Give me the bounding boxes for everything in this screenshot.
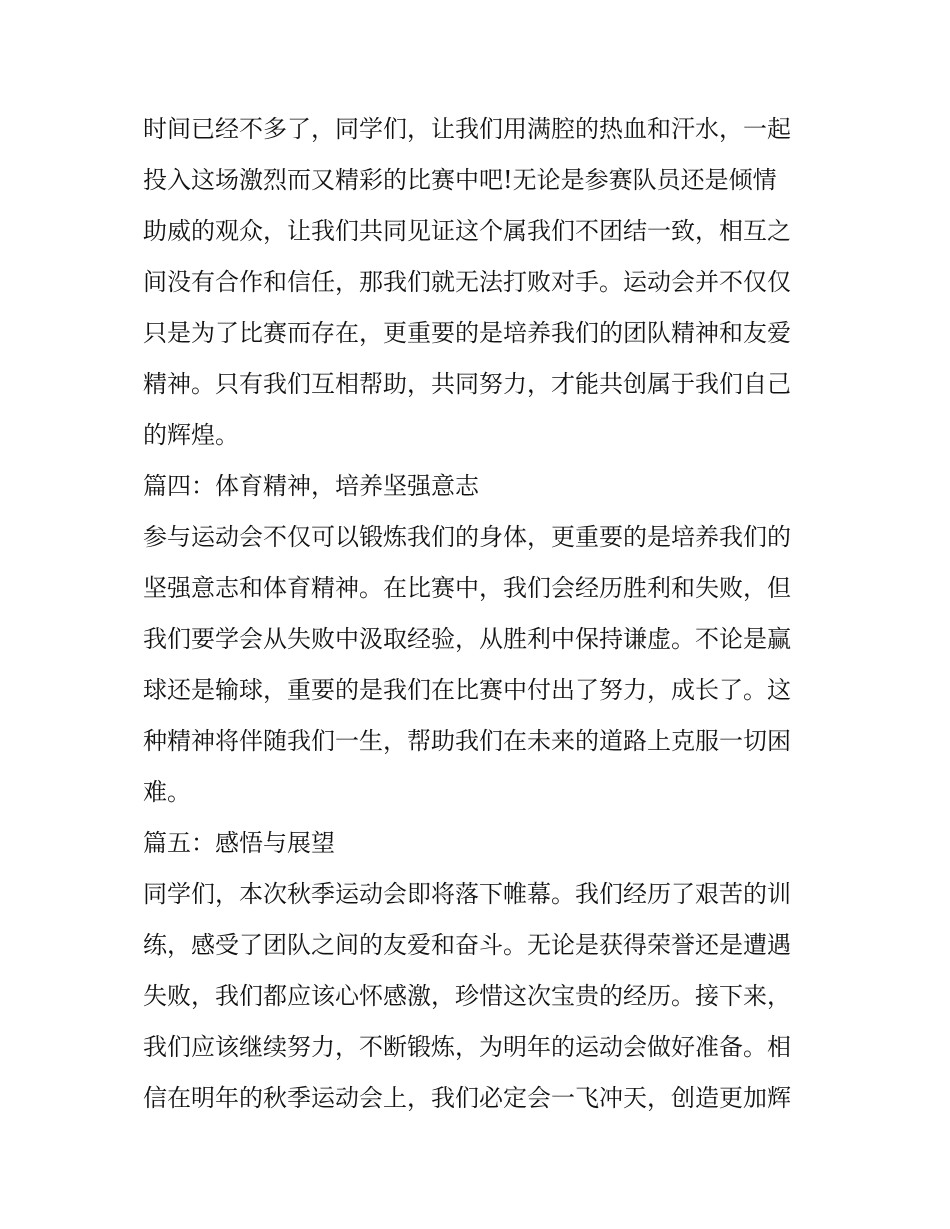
text-line: 失败，我们都应该心怀感激，珍惜这次宝贵的经历。接下来， — [143, 982, 791, 1010]
section-heading-4: 篇四：体育精神，培养坚强意志 — [143, 472, 479, 500]
text-line: 难。 — [143, 778, 191, 806]
text-line: 坚强意志和体育精神。在比赛中，我们会经历胜利和失败，但 — [143, 574, 791, 602]
text-line: 种精神将伴随我们一生，帮助我们在未来的道路上克服一切困 — [143, 727, 791, 755]
text-line: 精神。只有我们互相帮助，共同努力，才能共创属于我们自己 — [143, 370, 791, 398]
text-line: 的辉煌。 — [143, 421, 239, 449]
text-line: 间没有合作和信任，那我们就无法打败对手。运动会并不仅仅 — [143, 268, 791, 296]
text-line: 我们应该继续努力，不断锻炼，为明年的运动会做好准备。相 — [143, 1033, 791, 1061]
document-body — [143, 104, 813, 1124]
text-line: 信在明年的秋季运动会上，我们必定会一飞冲天，创造更加辉 — [143, 1084, 791, 1112]
text-line: 我们要学会从失败中汲取经验，从胜利中保持谦虚。不论是赢 — [143, 625, 791, 653]
text-line: 助威的观众，让我们共同见证这个属我们不团结一致，相互之 — [143, 217, 791, 245]
section-heading-5: 篇五：感悟与展望 — [143, 829, 335, 857]
text-line: 练，感受了团队之间的友爱和奋斗。无论是获得荣誉还是遭遇 — [143, 931, 791, 959]
text-line: 参与运动会不仅可以锻炼我们的身体，更重要的是培养我们的 — [143, 523, 791, 551]
text-line: 球还是输球，重要的是我们在比赛中付出了努力，成长了。这 — [143, 676, 791, 704]
text-line: 同学们，本次秋季运动会即将落下帷幕。我们经历了艰苦的训 — [143, 880, 791, 908]
text-line: 投入这场激烈而又精彩的比赛中吧!无论是参赛队员还是倾情 — [143, 166, 777, 194]
text-line: 只是为了比赛而存在，更重要的是培养我们的团队精神和友爱 — [143, 319, 791, 347]
text-line: 时间已经不多了，同学们，让我们用满腔的热血和汗水，一起 — [143, 115, 791, 143]
